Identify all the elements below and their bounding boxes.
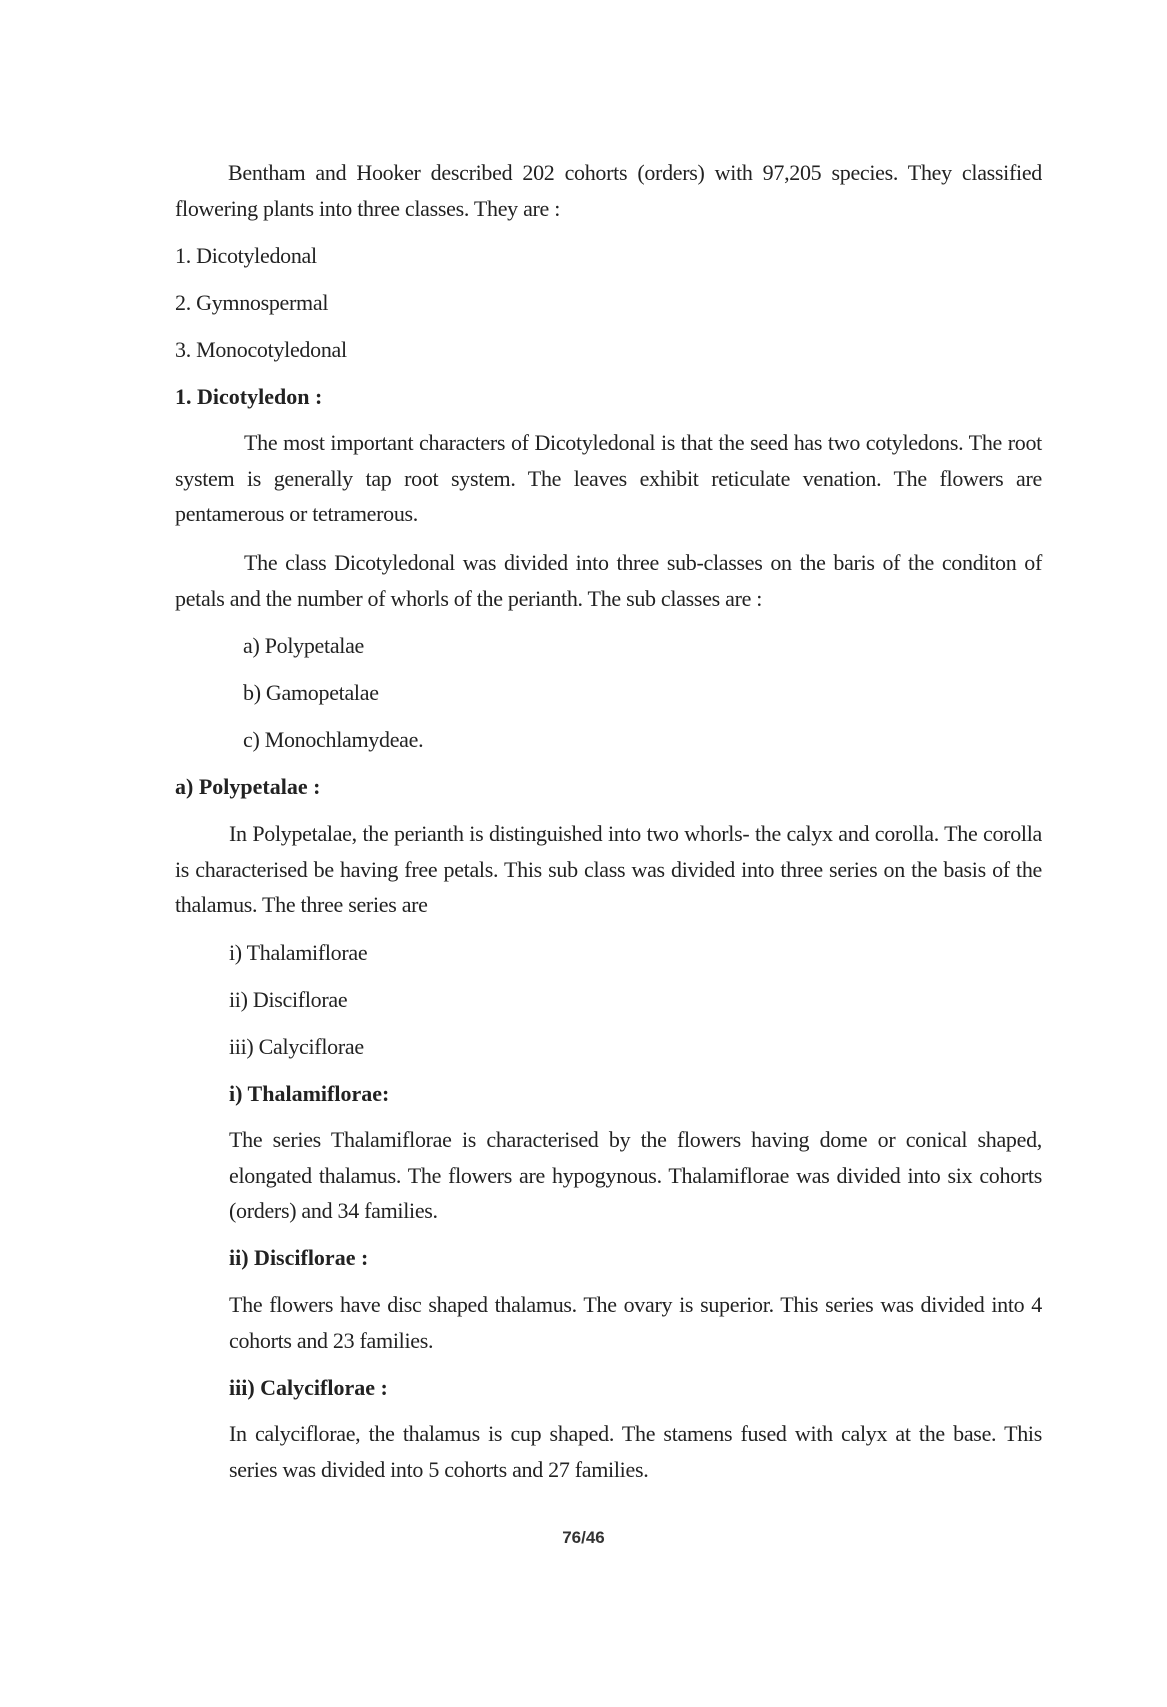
subclass-item: a) Polypetalae	[243, 633, 365, 658]
dicotyledon-paragraph-2: The class Dicotyledonal was divided into three sub-classes on the baris of the conditon of petals and the number of whorls of the perianth. The sub classes are :	[175, 550, 1042, 611]
series-item: ii) Disciflorae	[229, 987, 348, 1012]
series-item: i) Thalamiflorae	[229, 940, 368, 965]
class-item: 1. Dicotyledonal	[175, 243, 317, 268]
polypetalae-paragraph: In Polypetalae, the perianth is distinguished into two whorls- the calyx and corolla. The corolla is characterised be having free petals. This sub class was divided into three series on the basis of the thalamus. The three series are	[175, 821, 1042, 917]
class-item: 3. Monocotyledonal	[175, 337, 347, 362]
intro-paragraph: Bentham and Hooker described 202 cohorts (orders) with 97,205 species. They classified flowering plants into three classes. They are :	[175, 160, 1042, 221]
class-item: 2. Gymnospermal	[175, 290, 329, 315]
section-heading-disciflorae: ii) Disciflorae :	[229, 1245, 369, 1270]
section-heading-calyciflorae: iii) Calyciflorae :	[229, 1375, 388, 1400]
subclass-item: b) Gamopetalae	[243, 680, 379, 705]
calyciflorae-paragraph: In calyciflorae, the thalamus is cup shaped. The stamens fused with calyx at the base. This series was divided into 5 cohorts and 27 families.	[229, 1421, 1042, 1482]
section-heading-dicotyledon: 1. Dicotyledon :	[175, 384, 323, 409]
page-number: 76/46	[562, 1528, 605, 1547]
subclass-item: c) Monochlamydeae.	[243, 727, 424, 752]
dicotyledon-paragraph-1: The most important characters of Dicotyledonal is that the seed has two cotyledons. The root system is generally tap root system. The leaves exhibit reticulate venation. The flowers are pentamerous or tetramerous.	[175, 430, 1042, 526]
series-item: iii) Calyciflorae	[229, 1034, 364, 1059]
thalamiflorae-paragraph: The series Thalamiflorae is characterised by the flowers having dome or conical shaped, elongated thalamus. The flowers are hypogynous. Thalamiflorae was divided into six cohorts (orders) and 34 families.	[229, 1127, 1042, 1223]
disciflorae-paragraph: The flowers have disc shaped thalamus. The ovary is superior. This series was divided into 4 cohorts and 23 families.	[229, 1292, 1042, 1353]
section-heading-thalamiflorae: i) Thalamiflorae:	[229, 1081, 390, 1106]
section-heading-polypetalae: a) Polypetalae :	[175, 774, 321, 799]
